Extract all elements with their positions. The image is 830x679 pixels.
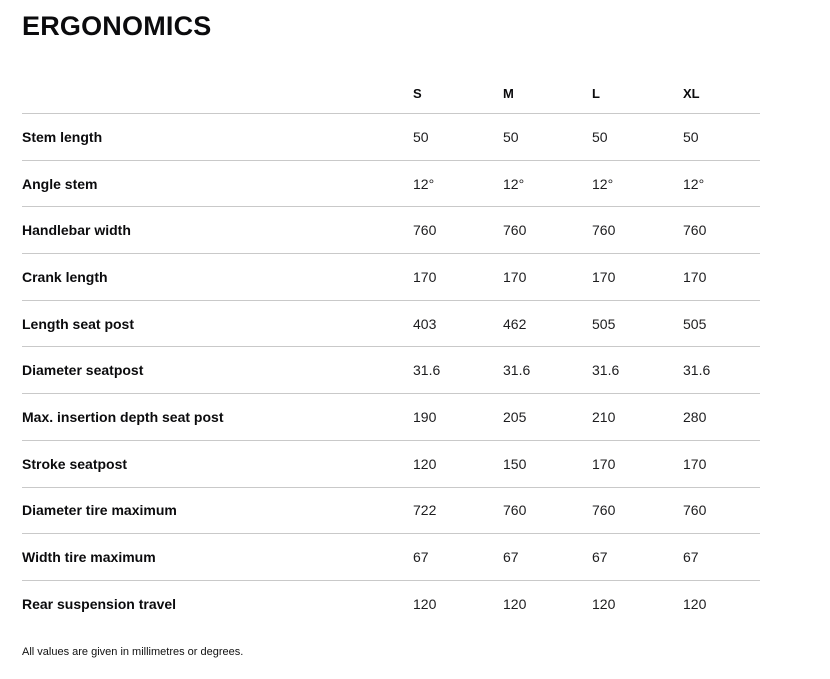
row-value: 205 xyxy=(503,408,527,425)
row-value: 67 xyxy=(413,549,429,566)
row-value: 120 xyxy=(503,596,527,613)
row-label: Max. insertion depth seat post xyxy=(22,408,224,425)
page-title: ERGONOMICS xyxy=(22,11,212,41)
row-value: 120 xyxy=(413,596,437,613)
row-label: Rear suspension travel xyxy=(22,596,177,613)
row-value: 760 xyxy=(503,222,527,239)
row-value: 760 xyxy=(503,502,527,519)
row-label: Length seat post xyxy=(22,315,135,332)
row-value: 12° xyxy=(683,175,705,192)
row-value: 190 xyxy=(413,408,437,425)
row-value: 12° xyxy=(592,175,614,192)
row-label: Diameter tire maximum xyxy=(22,502,177,519)
row-value: 50 xyxy=(413,128,429,145)
table-body xyxy=(22,114,760,628)
row-value: 150 xyxy=(503,455,527,472)
row-value: 31.6 xyxy=(413,362,441,379)
column-header-m: M xyxy=(503,86,514,101)
spec-table xyxy=(22,74,760,628)
row-label: Handlebar width xyxy=(22,222,131,239)
table-row xyxy=(22,301,760,348)
row-value: 67 xyxy=(503,549,519,566)
row-value: 67 xyxy=(683,549,699,566)
table-header-row xyxy=(22,74,760,114)
table-row xyxy=(22,347,760,394)
row-value: 50 xyxy=(592,128,608,145)
row-value: 120 xyxy=(683,596,707,613)
row-value: 760 xyxy=(683,222,707,239)
row-value: 170 xyxy=(683,455,707,472)
row-value: 280 xyxy=(683,408,707,425)
footnote: All values are given in millimetres or degrees. xyxy=(22,645,244,658)
row-value: 31.6 xyxy=(503,362,531,379)
row-value: 722 xyxy=(413,502,437,519)
row-value: 50 xyxy=(503,128,519,145)
row-value: 120 xyxy=(592,596,616,613)
column-header-l: L xyxy=(592,86,600,101)
row-value: 12° xyxy=(413,175,435,192)
row-value: 170 xyxy=(503,268,527,285)
row-value: 505 xyxy=(592,315,616,332)
row-value: 12° xyxy=(503,175,525,192)
row-value: 505 xyxy=(683,315,707,332)
row-value: 170 xyxy=(592,268,616,285)
row-label: Stroke seatpost xyxy=(22,455,128,472)
table-row xyxy=(22,161,760,208)
row-label: Width tire maximum xyxy=(22,549,156,566)
row-value: 210 xyxy=(592,408,616,425)
row-value: 170 xyxy=(683,268,707,285)
column-header-xl: XL xyxy=(683,86,700,101)
row-value: 120 xyxy=(413,455,437,472)
row-value: 760 xyxy=(592,222,616,239)
row-label: Diameter seatpost xyxy=(22,362,144,379)
table-row xyxy=(22,534,760,581)
row-label: Crank length xyxy=(22,268,108,285)
row-value: 760 xyxy=(413,222,437,239)
table-row xyxy=(22,207,760,254)
row-value: 403 xyxy=(413,315,437,332)
row-label: Stem length xyxy=(22,128,103,145)
row-value: 31.6 xyxy=(592,362,620,379)
table-row xyxy=(22,394,760,441)
row-value: 50 xyxy=(683,128,699,145)
column-header-s: S xyxy=(413,86,422,101)
table-row xyxy=(22,581,760,628)
row-value: 170 xyxy=(592,455,616,472)
row-value: 462 xyxy=(503,315,527,332)
row-value: 67 xyxy=(592,549,608,566)
table-row xyxy=(22,488,760,535)
row-value: 31.6 xyxy=(683,362,711,379)
row-value: 170 xyxy=(413,268,437,285)
table-row xyxy=(22,441,760,488)
row-label: Angle stem xyxy=(22,175,98,192)
table-row xyxy=(22,114,760,161)
row-value: 760 xyxy=(592,502,616,519)
row-value: 760 xyxy=(683,502,707,519)
table-row xyxy=(22,254,760,301)
